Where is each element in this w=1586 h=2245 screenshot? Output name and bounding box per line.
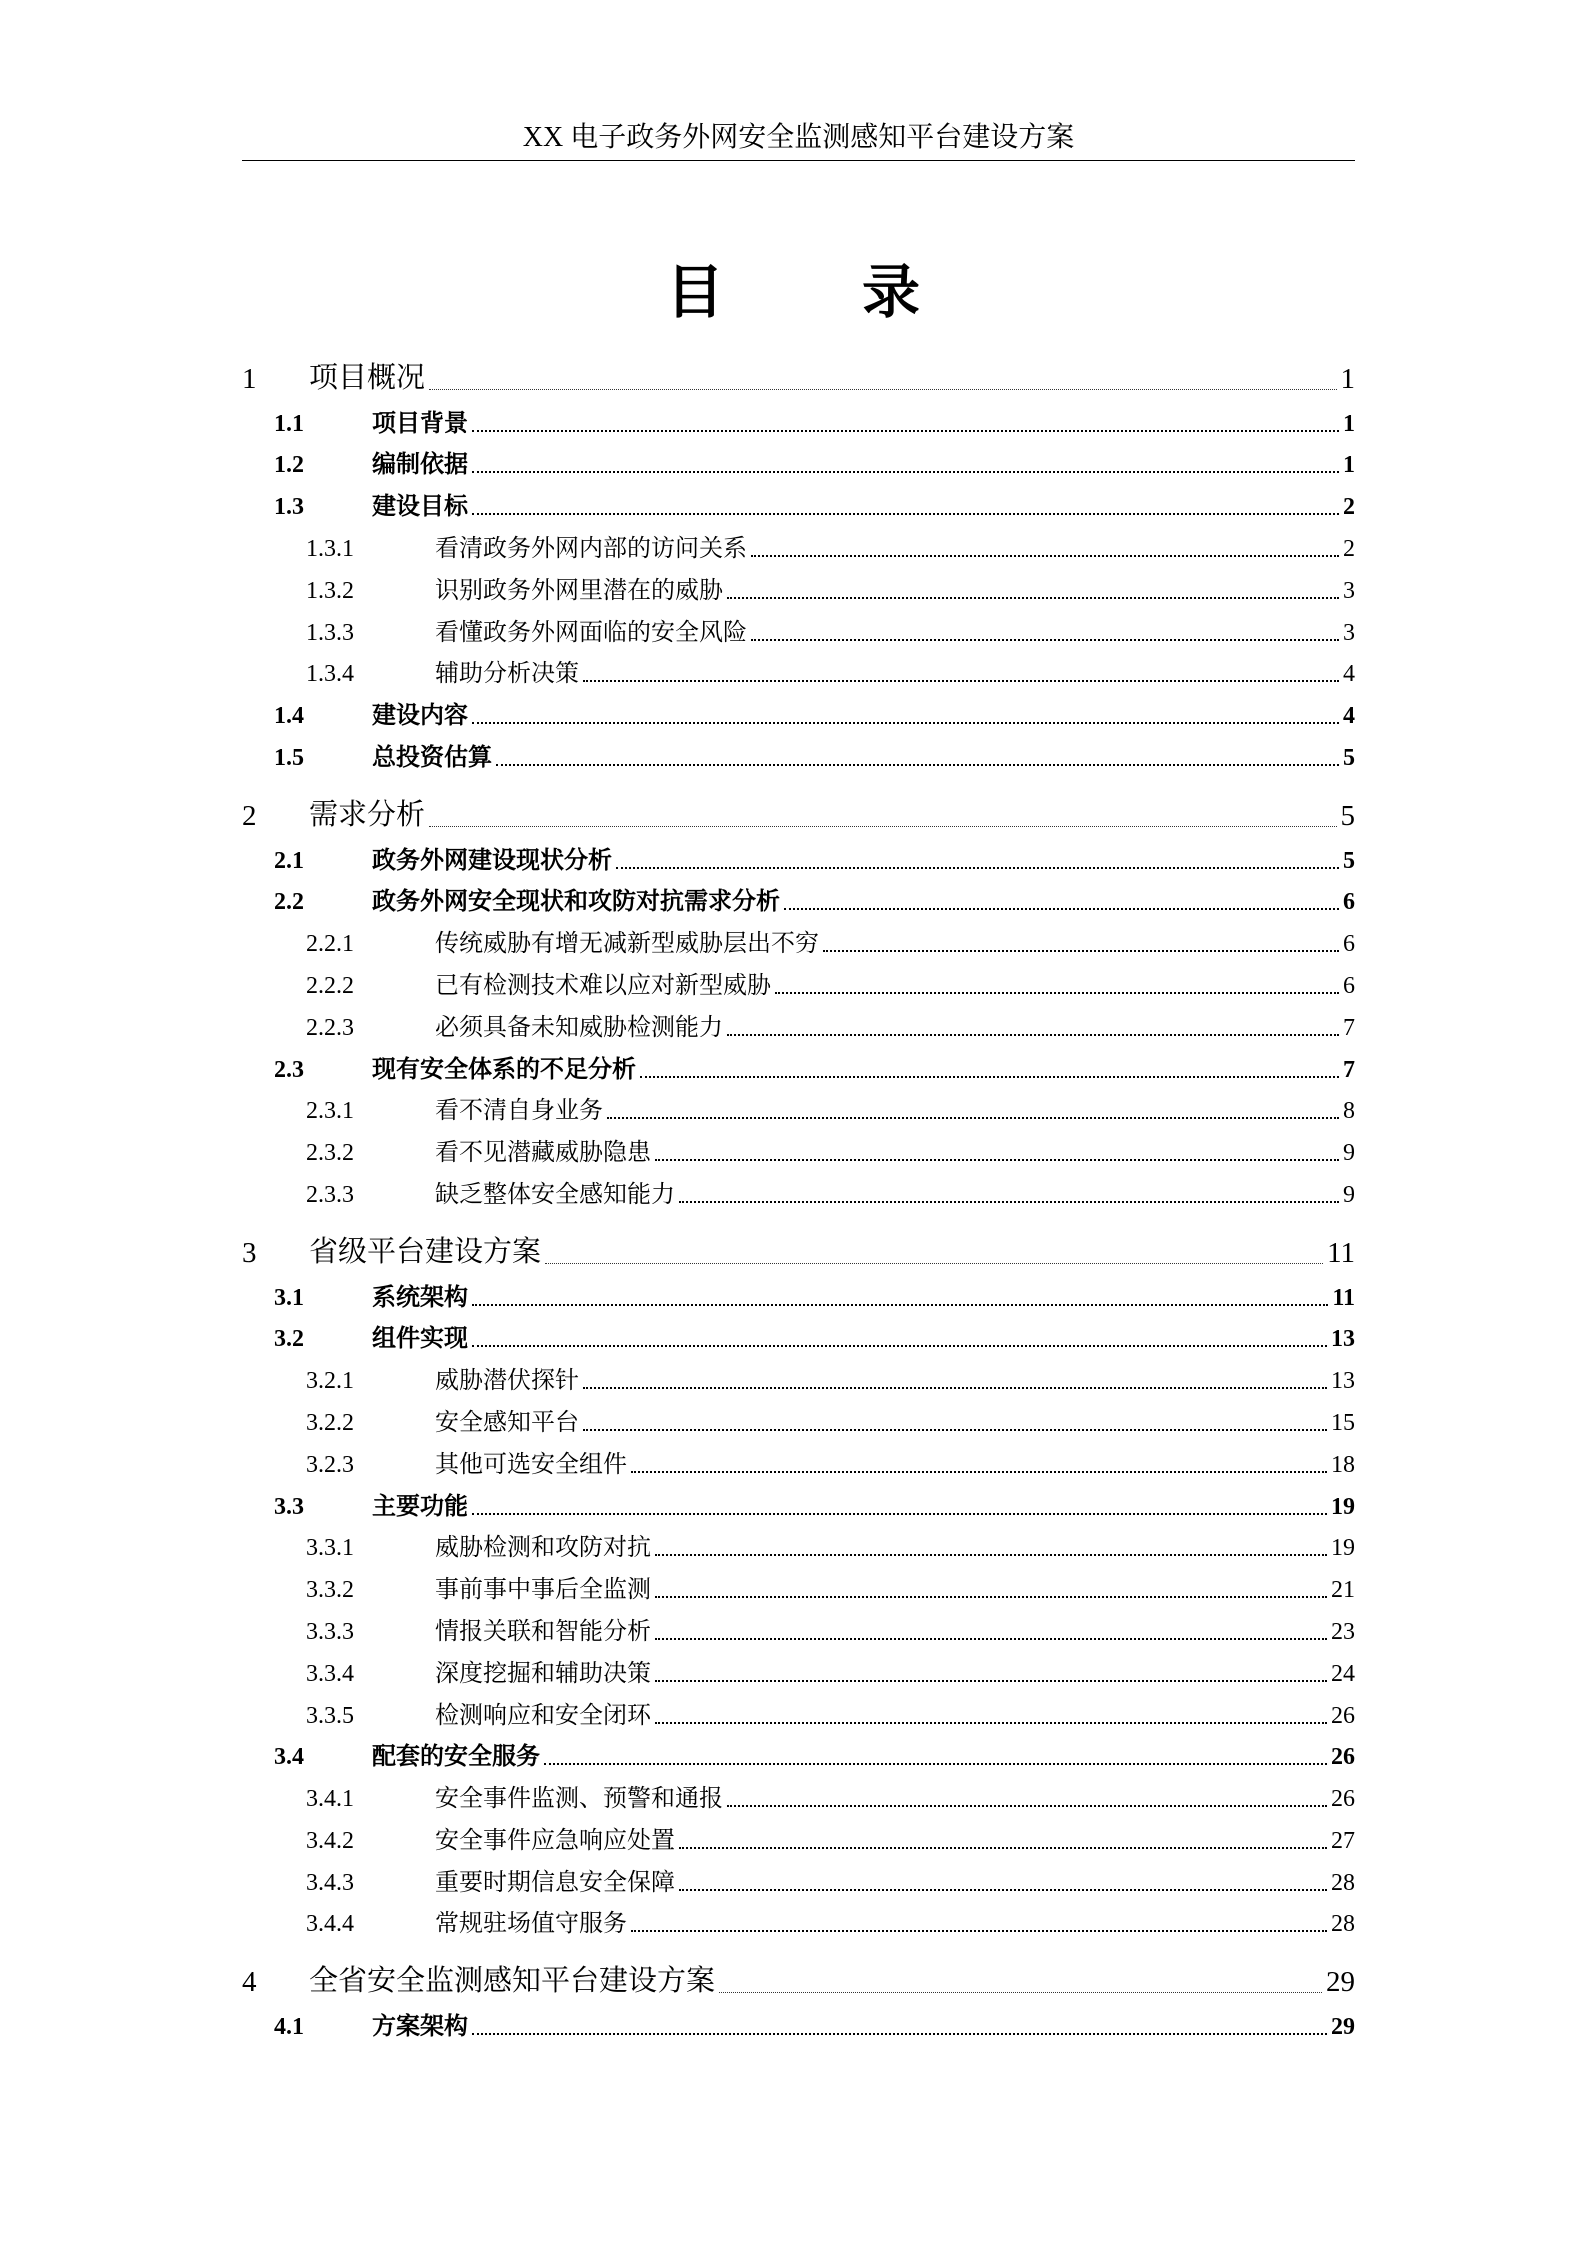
toc-entry-line <box>372 403 1355 438</box>
toc-entry-title[interactable]: 政务外网建设现状分析 <box>372 847 612 874</box>
toc-entry-page[interactable]: 26 <box>1331 1702 1355 1729</box>
toc-entry[interactable] <box>242 609 1355 651</box>
toc-entry-title[interactable]: 安全事件应急响应处置 <box>435 1827 675 1854</box>
dot-leader <box>751 639 1339 641</box>
dot-leader <box>583 1429 1327 1431</box>
toc-entry-number: 1.1 <box>274 410 304 437</box>
toc-entry-title[interactable]: 建设目标 <box>372 494 468 521</box>
toc-entry-number: 2.3.1 <box>306 1098 354 1125</box>
toc-entry-page[interactable]: 5 <box>1343 847 1355 874</box>
dot-leader <box>655 1722 1327 1724</box>
toc-entry-number: 2.1 <box>274 847 304 874</box>
toc-entry-page[interactable]: 28 <box>1331 1911 1355 1938</box>
toc-entry-line <box>435 1174 1355 1209</box>
toc-entry-number: 2.2.2 <box>306 972 354 999</box>
toc-entry-page[interactable]: 29 <box>1326 1966 1355 1999</box>
dot-leader <box>472 1513 1327 1515</box>
toc-entry[interactable] <box>242 358 1355 400</box>
toc-entry-line <box>435 1695 1355 1730</box>
toc-entry-line <box>435 570 1355 605</box>
toc-entry[interactable] <box>242 1817 1355 1859</box>
toc-entry-title[interactable]: 深度挖掘和辅助决策 <box>435 1660 651 1687</box>
toc-entry-number: 3.4 <box>274 1744 304 1771</box>
toc-entry-title[interactable]: 项目概况 <box>309 361 426 394</box>
toc-entry-page[interactable]: 6 <box>1343 931 1355 958</box>
toc-entry-number: 3.3.4 <box>306 1660 354 1687</box>
toc-entry-line <box>372 1277 1355 1312</box>
toc-entry-number: 2.3.2 <box>306 1140 354 1167</box>
toc-entry-page[interactable]: 18 <box>1331 1451 1355 1478</box>
toc-entry-title[interactable]: 传统威胁有增无减新型威胁层出不穷 <box>435 931 819 958</box>
dot-leader <box>655 1680 1327 1682</box>
toc-entry-page[interactable]: 4 <box>1343 661 1355 688</box>
toc-entry-number: 1.3.3 <box>306 619 354 646</box>
toc-entry-line <box>372 881 1355 916</box>
toc-entry-line <box>435 1527 1355 1562</box>
toc-entry-line <box>435 528 1355 563</box>
toc-entry[interactable] <box>242 837 1355 879</box>
toc-entry-line <box>435 1132 1355 1167</box>
toc-entry-number: 3.4.2 <box>306 1827 354 1854</box>
toc-title: 目 录 <box>665 258 960 326</box>
dot-leader <box>472 2033 1327 2035</box>
toc-entry-number: 1.5 <box>274 744 304 771</box>
toc-entry-line <box>435 923 1355 958</box>
toc-entry-page[interactable]: 15 <box>1331 1409 1355 1436</box>
toc-entry-line <box>435 1090 1355 1125</box>
dot-leader <box>679 1201 1339 1203</box>
dot-leader <box>631 1930 1327 1932</box>
toc-entry-line <box>372 444 1355 479</box>
dot-leader <box>545 1263 1323 1264</box>
toc-entry[interactable] <box>242 1734 1355 1776</box>
toc-entry-title[interactable]: 辅助分析决策 <box>435 661 579 688</box>
toc-entry-number: 3.3 <box>274 1493 304 1520</box>
toc-entry-line <box>372 1736 1355 1771</box>
toc-entry-number: 3.2.3 <box>306 1451 354 1478</box>
toc-entry-title[interactable]: 检测响应和安全闭环 <box>435 1702 651 1729</box>
toc-entry[interactable] <box>242 1650 1355 1692</box>
toc-entry-title[interactable]: 安全事件监测、预警和通报 <box>435 1786 723 1813</box>
toc-entry[interactable] <box>242 962 1355 1004</box>
toc-entry-number: 3.4.1 <box>306 1786 354 1813</box>
dot-leader <box>429 826 1336 827</box>
toc-entry-number: 4 <box>242 1966 257 1999</box>
page-header-title: XX 电子政务外网安全监测感知平台建设方案 <box>522 122 1075 153</box>
dot-leader <box>472 1345 1327 1347</box>
dot-leader <box>655 1596 1327 1598</box>
toc-entry[interactable] <box>242 2003 1355 2045</box>
toc-entry-title[interactable]: 识别政务外网里潜在的威胁 <box>435 577 723 604</box>
dot-leader <box>655 1638 1327 1640</box>
toc-entry-title[interactable]: 编制依据 <box>372 452 468 479</box>
dot-leader <box>631 1471 1327 1473</box>
toc-entry-title[interactable]: 项目背景 <box>372 410 468 437</box>
toc-entry-line <box>435 1903 1355 1938</box>
toc-entry-line <box>372 695 1355 730</box>
toc-entry[interactable] <box>242 1566 1355 1608</box>
toc-entry-page[interactable]: 6 <box>1343 889 1355 916</box>
toc-entry-line <box>435 1569 1355 1604</box>
toc-entry[interactable] <box>242 1608 1355 1650</box>
toc-entry-number: 2.2.1 <box>306 931 354 958</box>
toc-entry-line <box>435 965 1355 1000</box>
dot-leader <box>472 471 1339 473</box>
toc-entry-number: 1.2 <box>274 452 304 479</box>
dot-leader <box>429 389 1336 390</box>
toc-entry-title[interactable]: 事前事中事后全监测 <box>435 1577 651 1604</box>
toc-entry[interactable] <box>242 1399 1355 1441</box>
toc-entry-page[interactable]: 1 <box>1340 362 1355 395</box>
toc-entry-title[interactable]: 政务外网安全现状和攻防对抗需求分析 <box>372 889 780 916</box>
toc-entry-number: 2.3 <box>274 1056 304 1083</box>
toc-entry-title[interactable]: 组件实现 <box>372 1326 468 1353</box>
dot-leader <box>655 1159 1339 1161</box>
toc-entry-number: 3.1 <box>274 1284 304 1311</box>
toc-entry-title[interactable]: 配套的安全服务 <box>372 1744 540 1771</box>
toc-entry-title[interactable]: 总投资估算 <box>372 744 492 771</box>
toc-entry-line <box>372 1318 1355 1353</box>
toc-entry-number: 1.3.1 <box>306 535 354 562</box>
toc-entry[interactable] <box>242 1274 1355 1316</box>
toc-entry-page[interactable]: 11 <box>1327 1236 1355 1269</box>
toc-entry-number: 1.3.4 <box>306 661 354 688</box>
toc-entry-title[interactable]: 安全感知平台 <box>435 1409 579 1436</box>
toc-entry-page[interactable]: 6 <box>1343 972 1355 999</box>
toc-entry-number: 3.3.1 <box>306 1535 354 1562</box>
dot-leader <box>472 430 1339 432</box>
dot-leader <box>472 722 1339 724</box>
toc-entry-number: 3.2.1 <box>306 1368 354 1395</box>
toc-entry[interactable] <box>242 1088 1355 1130</box>
toc-entry-page[interactable]: 4 <box>1343 703 1355 730</box>
toc-entry-line <box>435 653 1355 688</box>
dot-leader <box>751 555 1339 557</box>
toc-entry-number: 3.3.3 <box>306 1618 354 1645</box>
toc-entry-number: 3.4.4 <box>306 1911 354 1938</box>
toc-entry[interactable] <box>242 400 1355 442</box>
toc-entry-page[interactable]: 5 <box>1343 744 1355 771</box>
toc-entry[interactable] <box>242 1004 1355 1046</box>
toc-entry-number: 1.4 <box>274 703 304 730</box>
toc-entry-line <box>309 355 1355 396</box>
toc-entry[interactable] <box>242 442 1355 484</box>
dot-leader <box>472 1304 1328 1306</box>
toc-entry-title[interactable]: 必须具备未知威胁检测能力 <box>435 1014 723 1041</box>
toc-entry-page[interactable]: 19 <box>1331 1493 1355 1520</box>
dot-leader <box>655 1554 1327 1556</box>
toc-entry-number: 2.2.3 <box>306 1014 354 1041</box>
toc-entry-line <box>435 1653 1355 1688</box>
dot-leader <box>583 680 1339 682</box>
dot-leader <box>727 1034 1339 1036</box>
dot-leader <box>496 764 1339 766</box>
toc-entry-title[interactable]: 现有安全体系的不足分析 <box>372 1056 636 1083</box>
toc-entry-title[interactable]: 看懂政务外网面临的安全风险 <box>435 619 747 646</box>
toc-entry-title[interactable]: 方案架构 <box>372 2014 468 2041</box>
dot-leader <box>823 950 1339 952</box>
toc-entry-line <box>435 1611 1355 1646</box>
toc-entry-page[interactable]: 13 <box>1331 1368 1355 1395</box>
toc-entry-line <box>372 486 1355 521</box>
toc-entry[interactable] <box>242 483 1355 525</box>
toc-entry-line <box>435 1778 1355 1813</box>
toc-entry-page[interactable]: 8 <box>1343 1098 1355 1125</box>
dot-leader <box>607 1117 1339 1119</box>
dot-leader <box>679 1889 1327 1891</box>
toc-entry[interactable] <box>242 1961 1355 2003</box>
toc-entry[interactable] <box>242 1232 1355 1274</box>
toc-entry[interactable] <box>242 1316 1355 1358</box>
toc-entry-line <box>435 1444 1355 1479</box>
dot-leader <box>544 1763 1327 1765</box>
toc-entry-page[interactable]: 21 <box>1331 1577 1355 1604</box>
toc-entry-page[interactable]: 3 <box>1343 619 1355 646</box>
toc-entry-title[interactable]: 情报关联和智能分析 <box>435 1618 651 1645</box>
toc-entry-title[interactable]: 已有检测技术难以应对新型威胁 <box>435 972 771 999</box>
dot-leader <box>727 1805 1327 1807</box>
toc-entry-page[interactable]: 9 <box>1343 1181 1355 1208</box>
toc-entry-title[interactable]: 看不清自身业务 <box>435 1098 603 1125</box>
dot-leader <box>727 597 1339 599</box>
toc-entry-page[interactable]: 3 <box>1343 577 1355 604</box>
toc-entry-page[interactable]: 26 <box>1331 1744 1355 1771</box>
toc-entry-title[interactable]: 省级平台建设方案 <box>309 1235 542 1268</box>
toc-entry-number: 3.2.2 <box>306 1409 354 1436</box>
toc-entry-title[interactable]: 主要功能 <box>372 1493 468 1520</box>
toc-entry-title[interactable]: 重要时期信息安全保障 <box>435 1869 675 1896</box>
toc-entry[interactable] <box>242 1129 1355 1171</box>
toc-entry-page[interactable]: 24 <box>1331 1660 1355 1687</box>
toc-entry-line <box>435 612 1355 647</box>
toc-entry[interactable] <box>242 920 1355 962</box>
toc-entry-page[interactable]: 19 <box>1331 1535 1355 1562</box>
toc-entry-line <box>372 2006 1355 2041</box>
dot-leader <box>679 1847 1327 1849</box>
toc-entry-page[interactable]: 1 <box>1343 410 1355 437</box>
toc-entry-line <box>372 1049 1355 1084</box>
toc-entry-line <box>435 1820 1355 1855</box>
toc-entry[interactable] <box>242 734 1355 776</box>
toc-entry-number: 3.3.5 <box>306 1702 354 1729</box>
toc-entry[interactable] <box>242 1901 1355 1943</box>
dot-leader <box>719 1992 1322 1993</box>
toc-entry-title[interactable]: 建设内容 <box>372 703 468 730</box>
toc-entry-page[interactable]: 26 <box>1331 1786 1355 1813</box>
toc-entry-page[interactable]: 23 <box>1331 1618 1355 1645</box>
dot-leader <box>640 1076 1339 1078</box>
toc-entry-number: 1 <box>242 362 257 395</box>
toc-entry-line <box>309 1229 1355 1270</box>
toc-entry-page[interactable]: 11 <box>1332 1284 1355 1311</box>
toc-entry-title[interactable]: 看不见潜藏威胁隐患 <box>435 1140 651 1167</box>
toc-entry-page[interactable]: 28 <box>1331 1869 1355 1896</box>
toc-entry[interactable] <box>242 795 1355 837</box>
toc-entry-number: 3.2 <box>274 1326 304 1353</box>
toc-entry-number: 3.3.2 <box>306 1577 354 1604</box>
toc-entry-page[interactable]: 5 <box>1340 799 1355 832</box>
toc-entry-page[interactable]: 1 <box>1343 452 1355 479</box>
toc-entry-page[interactable]: 27 <box>1331 1827 1355 1854</box>
toc-entry-title[interactable]: 威胁潜伏探针 <box>435 1368 579 1395</box>
toc-entry[interactable] <box>242 1692 1355 1734</box>
dot-leader <box>775 992 1339 994</box>
toc-entry-number: 1.3.2 <box>306 577 354 604</box>
toc-entry[interactable] <box>242 692 1355 734</box>
toc-entry-title[interactable]: 看清政务外网内部的访问关系 <box>435 535 747 562</box>
toc-entry[interactable] <box>242 1525 1355 1567</box>
toc-entry-number: 2.2 <box>274 889 304 916</box>
toc-entry-page[interactable]: 13 <box>1331 1326 1355 1353</box>
toc-entry-number: 1.3 <box>274 494 304 521</box>
toc-entry-page[interactable]: 7 <box>1343 1056 1355 1083</box>
toc-entry-number: 4.1 <box>274 2014 304 2041</box>
toc-entry[interactable] <box>242 1046 1355 1088</box>
toc-entry-title[interactable]: 常规驻场值守服务 <box>435 1911 627 1938</box>
toc-entry-title[interactable]: 全省安全监测感知平台建设方案 <box>309 1965 716 1998</box>
toc-entry-number: 3.4.3 <box>306 1869 354 1896</box>
toc-entry[interactable] <box>242 1171 1355 1213</box>
toc-entry-number: 3 <box>242 1236 257 1269</box>
toc-entry-line <box>372 737 1355 772</box>
toc-entry-page[interactable]: 7 <box>1343 1014 1355 1041</box>
toc-entry-line <box>309 1958 1355 1999</box>
dot-leader <box>583 1387 1327 1389</box>
toc-entry[interactable] <box>242 1483 1355 1525</box>
dot-leader <box>472 513 1339 515</box>
toc-entry-line <box>435 1402 1355 1437</box>
table-of-contents <box>242 358 1355 2045</box>
toc-entry-title[interactable]: 威胁检测和攻防对抗 <box>435 1535 651 1562</box>
toc-entry[interactable] <box>242 1775 1355 1817</box>
dot-leader <box>784 908 1339 910</box>
toc-entry-line <box>372 1486 1355 1521</box>
toc-entry-title[interactable]: 系统架构 <box>372 1284 468 1311</box>
toc-entry[interactable] <box>242 879 1355 921</box>
toc-entry-line <box>309 792 1355 833</box>
header-divider <box>242 160 1355 161</box>
toc-entry-line <box>372 840 1355 875</box>
toc-entry-page[interactable]: 9 <box>1343 1140 1355 1167</box>
toc-entry[interactable] <box>242 1859 1355 1901</box>
toc-entry-title[interactable]: 缺乏整体安全感知能力 <box>435 1181 675 1208</box>
toc-entry-page[interactable]: 29 <box>1331 2014 1355 2041</box>
toc-entry-line <box>435 1007 1355 1042</box>
toc-entry[interactable] <box>242 1441 1355 1483</box>
dot-leader <box>616 867 1339 869</box>
toc-entry-number: 2.3.3 <box>306 1181 354 1208</box>
toc-entry[interactable] <box>242 1357 1355 1399</box>
toc-entry-title[interactable]: 需求分析 <box>309 798 426 831</box>
toc-entry-line <box>435 1360 1355 1395</box>
toc-entry[interactable] <box>242 525 1355 567</box>
toc-entry-number: 2 <box>242 799 257 832</box>
toc-entry[interactable] <box>242 567 1355 609</box>
toc-entry-page[interactable]: 2 <box>1343 535 1355 562</box>
toc-entry-title[interactable]: 其他可选安全组件 <box>435 1451 627 1478</box>
toc-entry[interactable] <box>242 651 1355 693</box>
toc-entry-line <box>435 1862 1355 1897</box>
toc-entry-page[interactable]: 2 <box>1343 494 1355 521</box>
